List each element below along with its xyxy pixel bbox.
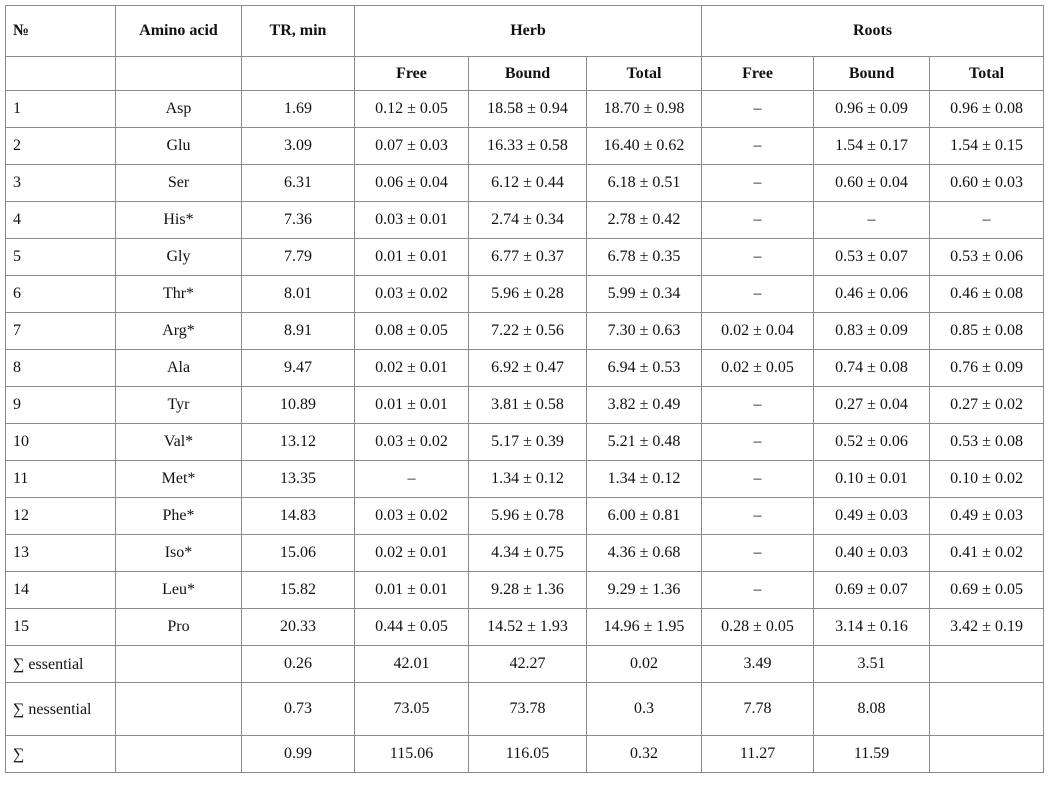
cell-herb-total: 6.00 ± 0.81: [587, 498, 702, 535]
cell-herb-bound: 14.52 ± 1.93: [469, 609, 587, 646]
sum-value: 73.78: [469, 683, 587, 736]
cell-herb-free: 0.01 ± 0.01: [355, 239, 469, 276]
cell-roots-bound: 0.74 ± 0.08: [814, 350, 930, 387]
sum-value: 3.51: [814, 646, 930, 683]
cell-roots-total: 0.41 ± 0.02: [930, 535, 1044, 572]
cell-amino-acid: Iso*: [116, 535, 242, 572]
cell-roots-free: –: [702, 128, 814, 165]
cell-no: 9: [6, 387, 116, 424]
cell-herb-free: 0.06 ± 0.04: [355, 165, 469, 202]
cell-herb-free: 0.08 ± 0.05: [355, 313, 469, 350]
cell-herb-bound: 6.77 ± 0.37: [469, 239, 587, 276]
cell-no: 3: [6, 165, 116, 202]
table-row: [6, 313, 1044, 350]
cell-herb-total: 14.96 ± 1.95: [587, 609, 702, 646]
cell-tr: 15.82: [242, 572, 355, 609]
col-header-amino-acid: Amino acid: [116, 6, 242, 57]
cell-tr: 3.09: [242, 128, 355, 165]
cell-amino-acid: Val*: [116, 424, 242, 461]
cell-tr: 13.35: [242, 461, 355, 498]
cell-herb-free: 0.01 ± 0.01: [355, 387, 469, 424]
cell-roots-total: 0.69 ± 0.05: [930, 572, 1044, 609]
col-header-tr: TR, min: [242, 6, 355, 57]
sum-value: [116, 646, 242, 683]
cell-roots-bound: 0.96 ± 0.09: [814, 91, 930, 128]
subheader-empty: [116, 57, 242, 91]
amino-acid-table: [5, 5, 1044, 773]
cell-herb-total: 18.70 ± 0.98: [587, 91, 702, 128]
cell-roots-total: 0.46 ± 0.08: [930, 276, 1044, 313]
sum-value: 0.26: [242, 646, 355, 683]
sum-value: 0.3: [587, 683, 702, 736]
cell-roots-free: –: [702, 387, 814, 424]
cell-herb-total: 6.94 ± 0.53: [587, 350, 702, 387]
cell-herb-total: 5.21 ± 0.48: [587, 424, 702, 461]
cell-roots-bound: 0.83 ± 0.09: [814, 313, 930, 350]
cell-no: 1: [6, 91, 116, 128]
cell-herb-total: 5.99 ± 0.34: [587, 276, 702, 313]
col-header-herb-free: Free: [355, 57, 469, 91]
table-row: [6, 91, 1044, 128]
cell-herb-total: 6.78 ± 0.35: [587, 239, 702, 276]
sum-value: 0.32: [587, 736, 702, 773]
cell-no: 10: [6, 424, 116, 461]
table-row: [6, 128, 1044, 165]
cell-roots-bound: 0.69 ± 0.07: [814, 572, 930, 609]
cell-roots-bound: 0.60 ± 0.04: [814, 165, 930, 202]
cell-tr: 14.83: [242, 498, 355, 535]
cell-tr: 8.91: [242, 313, 355, 350]
cell-tr: 7.36: [242, 202, 355, 239]
cell-herb-bound: 16.33 ± 0.58: [469, 128, 587, 165]
subheader-row: [6, 57, 1044, 91]
cell-herb-total: 7.30 ± 0.63: [587, 313, 702, 350]
cell-no: 13: [6, 535, 116, 572]
sum-value: 0.73: [242, 683, 355, 736]
cell-roots-total: 0.85 ± 0.08: [930, 313, 1044, 350]
table-row: [6, 202, 1044, 239]
cell-roots-total: 0.27 ± 0.02: [930, 387, 1044, 424]
sum-value: 3.49: [702, 646, 814, 683]
cell-roots-free: 0.02 ± 0.05: [702, 350, 814, 387]
sum-row: [6, 646, 1044, 683]
cell-roots-bound: –: [814, 202, 930, 239]
cell-no: 4: [6, 202, 116, 239]
cell-roots-bound: 0.27 ± 0.04: [814, 387, 930, 424]
cell-roots-free: 0.02 ± 0.04: [702, 313, 814, 350]
cell-roots-free: –: [702, 498, 814, 535]
cell-amino-acid: Pro: [116, 609, 242, 646]
cell-roots-bound: 0.40 ± 0.03: [814, 535, 930, 572]
cell-amino-acid: Phe*: [116, 498, 242, 535]
cell-no: 11: [6, 461, 116, 498]
sum-label: ∑ essential: [6, 646, 116, 683]
cell-herb-free: 0.03 ± 0.01: [355, 202, 469, 239]
cell-herb-free: 0.03 ± 0.02: [355, 424, 469, 461]
cell-no: 2: [6, 128, 116, 165]
col-header-herb: Herb: [355, 6, 702, 57]
sum-value: 42.27: [469, 646, 587, 683]
sum-value: 73.05: [355, 683, 469, 736]
table-row: [6, 461, 1044, 498]
col-header-herb-bound: Bound: [469, 57, 587, 91]
cell-tr: 7.79: [242, 239, 355, 276]
cell-roots-free: –: [702, 165, 814, 202]
cell-no: 15: [6, 609, 116, 646]
cell-amino-acid: Gly: [116, 239, 242, 276]
sum-value: 42.01: [355, 646, 469, 683]
cell-herb-free: 0.02 ± 0.01: [355, 535, 469, 572]
cell-roots-total: 0.60 ± 0.03: [930, 165, 1044, 202]
cell-herb-free: 0.07 ± 0.03: [355, 128, 469, 165]
cell-herb-bound: 9.28 ± 1.36: [469, 572, 587, 609]
sum-label: ∑ nessential: [6, 683, 116, 736]
cell-herb-total: 9.29 ± 1.36: [587, 572, 702, 609]
sum-value: [930, 646, 1044, 683]
cell-roots-total: 0.10 ± 0.02: [930, 461, 1044, 498]
cell-herb-free: 0.12 ± 0.05: [355, 91, 469, 128]
table-row: [6, 387, 1044, 424]
cell-roots-free: –: [702, 239, 814, 276]
cell-roots-free: –: [702, 202, 814, 239]
cell-roots-free: –: [702, 572, 814, 609]
cell-roots-free: –: [702, 535, 814, 572]
sum-value: 116.05: [469, 736, 587, 773]
cell-amino-acid: Ser: [116, 165, 242, 202]
cell-roots-bound: 0.49 ± 0.03: [814, 498, 930, 535]
table-row: [6, 276, 1044, 313]
cell-roots-bound: 0.52 ± 0.06: [814, 424, 930, 461]
cell-roots-bound: 0.10 ± 0.01: [814, 461, 930, 498]
cell-herb-free: –: [355, 461, 469, 498]
sum-row: [6, 683, 1044, 736]
table-row: [6, 239, 1044, 276]
cell-roots-free: –: [702, 91, 814, 128]
cell-amino-acid: Tyr: [116, 387, 242, 424]
cell-herb-bound: 1.34 ± 0.12: [469, 461, 587, 498]
cell-tr: 10.89: [242, 387, 355, 424]
cell-roots-total: –: [930, 202, 1044, 239]
sum-row: [6, 736, 1044, 773]
cell-roots-total: 0.53 ± 0.08: [930, 424, 1044, 461]
table-row: [6, 535, 1044, 572]
cell-amino-acid: Asp: [116, 91, 242, 128]
subheader-empty: [6, 57, 116, 91]
subheader-empty: [242, 57, 355, 91]
col-header-roots-bound: Bound: [814, 57, 930, 91]
cell-herb-bound: 3.81 ± 0.58: [469, 387, 587, 424]
cell-amino-acid: Glu: [116, 128, 242, 165]
cell-roots-bound: 0.53 ± 0.07: [814, 239, 930, 276]
cell-herb-bound: 5.17 ± 0.39: [469, 424, 587, 461]
table-body: [6, 91, 1044, 773]
cell-herb-total: 4.36 ± 0.68: [587, 535, 702, 572]
cell-roots-total: 0.49 ± 0.03: [930, 498, 1044, 535]
cell-herb-total: 6.18 ± 0.51: [587, 165, 702, 202]
table-row: [6, 350, 1044, 387]
cell-roots-total: 1.54 ± 0.15: [930, 128, 1044, 165]
sum-value: [930, 736, 1044, 773]
cell-no: 7: [6, 313, 116, 350]
cell-no: 12: [6, 498, 116, 535]
cell-roots-total: 0.53 ± 0.06: [930, 239, 1044, 276]
sum-value: 8.08: [814, 683, 930, 736]
cell-tr: 1.69: [242, 91, 355, 128]
cell-tr: 8.01: [242, 276, 355, 313]
cell-herb-bound: 6.12 ± 0.44: [469, 165, 587, 202]
cell-herb-bound: 7.22 ± 0.56: [469, 313, 587, 350]
sum-value: 0.99: [242, 736, 355, 773]
col-header-roots: Roots: [702, 6, 1044, 57]
sum-value: 115.06: [355, 736, 469, 773]
cell-herb-bound: 6.92 ± 0.47: [469, 350, 587, 387]
cell-amino-acid: Leu*: [116, 572, 242, 609]
cell-amino-acid: Arg*: [116, 313, 242, 350]
cell-herb-total: 1.34 ± 0.12: [587, 461, 702, 498]
cell-herb-bound: 2.74 ± 0.34: [469, 202, 587, 239]
sum-value: [930, 683, 1044, 736]
cell-roots-free: –: [702, 461, 814, 498]
cell-tr: 9.47: [242, 350, 355, 387]
cell-roots-free: –: [702, 276, 814, 313]
cell-roots-bound: 0.46 ± 0.06: [814, 276, 930, 313]
cell-roots-bound: 1.54 ± 0.17: [814, 128, 930, 165]
cell-roots-free: 0.28 ± 0.05: [702, 609, 814, 646]
cell-tr: 6.31: [242, 165, 355, 202]
cell-amino-acid: Met*: [116, 461, 242, 498]
cell-roots-free: –: [702, 424, 814, 461]
cell-herb-free: 0.44 ± 0.05: [355, 609, 469, 646]
sum-label: ∑: [6, 736, 116, 773]
cell-roots-total: 0.76 ± 0.09: [930, 350, 1044, 387]
cell-no: 5: [6, 239, 116, 276]
cell-amino-acid: Thr*: [116, 276, 242, 313]
sum-value: 7.78: [702, 683, 814, 736]
cell-herb-total: 16.40 ± 0.62: [587, 128, 702, 165]
cell-herb-bound: 18.58 ± 0.94: [469, 91, 587, 128]
cell-tr: 13.12: [242, 424, 355, 461]
cell-herb-total: 2.78 ± 0.42: [587, 202, 702, 239]
sum-value: [116, 736, 242, 773]
table-row: [6, 609, 1044, 646]
cell-no: 8: [6, 350, 116, 387]
col-header-herb-total: Total: [587, 57, 702, 91]
cell-herb-bound: 5.96 ± 0.78: [469, 498, 587, 535]
cell-amino-acid: His*: [116, 202, 242, 239]
cell-tr: 15.06: [242, 535, 355, 572]
cell-herb-free: 0.02 ± 0.01: [355, 350, 469, 387]
col-header-roots-free: Free: [702, 57, 814, 91]
table-row: [6, 165, 1044, 202]
sum-value: [116, 683, 242, 736]
sum-value: 0.02: [587, 646, 702, 683]
table-row: [6, 498, 1044, 535]
cell-no: 6: [6, 276, 116, 313]
sum-value: 11.27: [702, 736, 814, 773]
cell-no: 14: [6, 572, 116, 609]
cell-herb-total: 3.82 ± 0.49: [587, 387, 702, 424]
cell-tr: 20.33: [242, 609, 355, 646]
cell-roots-total: 3.42 ± 0.19: [930, 609, 1044, 646]
col-header-roots-total: Total: [930, 57, 1044, 91]
table-row: [6, 424, 1044, 461]
col-header-no: №: [6, 6, 116, 57]
cell-herb-free: 0.03 ± 0.02: [355, 498, 469, 535]
header-row: [6, 6, 1044, 57]
cell-amino-acid: Ala: [116, 350, 242, 387]
table-row: [6, 572, 1044, 609]
cell-herb-free: 0.01 ± 0.01: [355, 572, 469, 609]
cell-herb-bound: 4.34 ± 0.75: [469, 535, 587, 572]
cell-herb-bound: 5.96 ± 0.28: [469, 276, 587, 313]
cell-roots-bound: 3.14 ± 0.16: [814, 609, 930, 646]
cell-roots-total: 0.96 ± 0.08: [930, 91, 1044, 128]
cell-herb-free: 0.03 ± 0.02: [355, 276, 469, 313]
sum-value: 11.59: [814, 736, 930, 773]
